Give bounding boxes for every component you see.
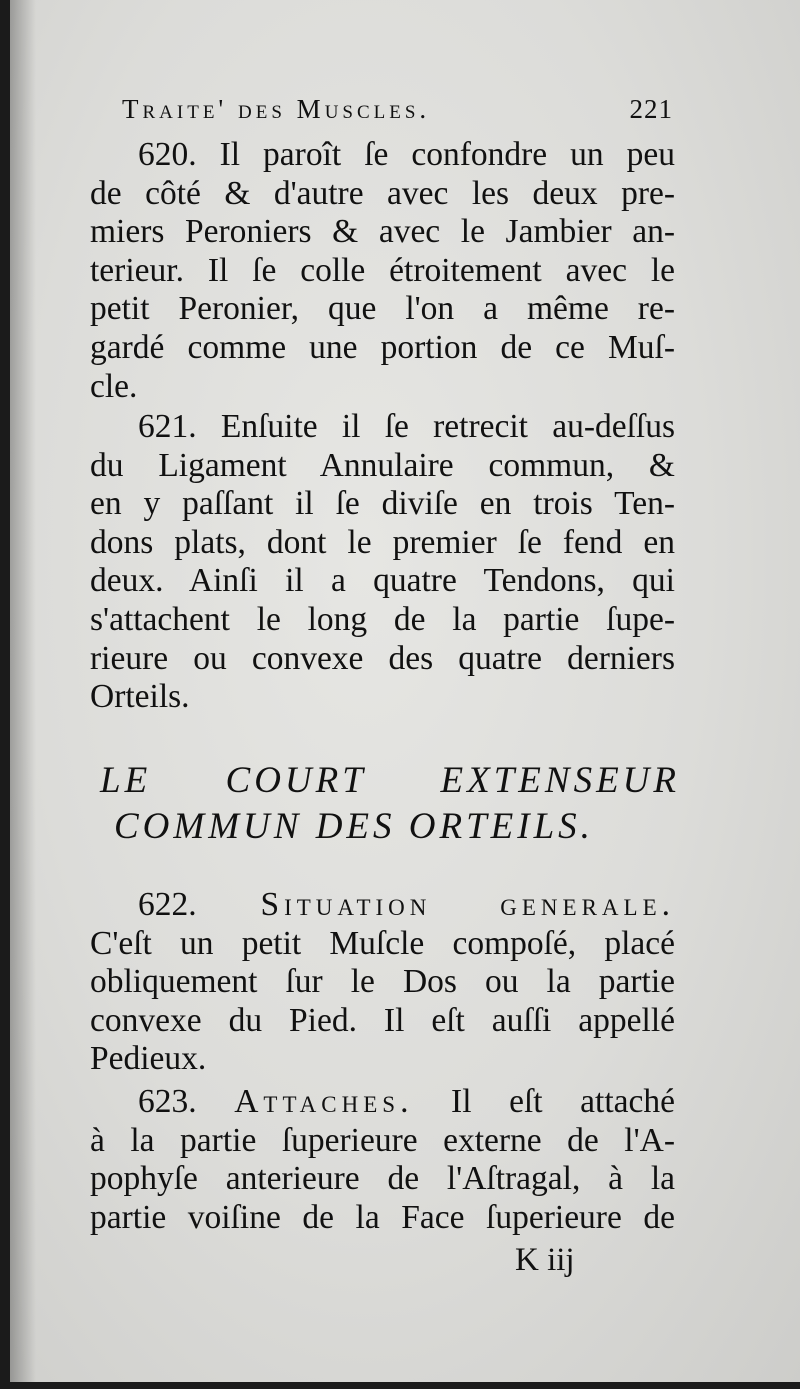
paragraph-label: Attaches. xyxy=(234,1083,414,1120)
paragraph-623 xyxy=(90,1083,675,1237)
paragraph-number: 622. xyxy=(138,886,197,923)
paragraph-622 xyxy=(90,886,675,1079)
text-line: miers Peroniers & avec le Jambier an- xyxy=(90,213,675,251)
book-page xyxy=(10,0,800,1382)
text-line: terieur. Il ſe colle étroitement avec le xyxy=(90,251,675,289)
text-line: petit Peronier, que l'on a même re- xyxy=(90,290,675,328)
text-line: de côté & d'autre avec les deux pre- xyxy=(90,174,675,212)
paragraph-label: Situation generale. xyxy=(260,886,675,923)
text-line: du Ligament Annulaire commun, & xyxy=(90,446,675,484)
paragraph-620 xyxy=(90,136,675,406)
page-number: 221 xyxy=(629,94,673,124)
text-line: 621. Enſuite il ſe retrecit au-deſſus xyxy=(138,408,675,445)
text-line: s'attachent le long de la partie ſupe- xyxy=(90,600,675,638)
section-heading-line-2: COMMUN DES ORTEILS. xyxy=(114,806,594,847)
text-line: cle. xyxy=(90,367,138,405)
text-line xyxy=(90,1083,675,1122)
text-line: rieure ou convexe des quatre derniers xyxy=(90,639,675,677)
text-line: gardé comme une portion de ce Muſ- xyxy=(90,328,675,366)
text-line: 620. Il paroît ſe confondre un peu xyxy=(138,136,675,173)
text-line: obliquement ſur le Dos ou la partie xyxy=(90,963,675,1001)
text-line: Pedieux. xyxy=(90,1040,207,1078)
text-line: à la partie ſuperieure externe de l'A- xyxy=(90,1121,675,1159)
signature-mark: K iij xyxy=(515,1242,575,1278)
running-title: Traite' des Muscles. xyxy=(122,94,431,124)
text-line: pophyſe anterieure de l'Aſtragal, à la xyxy=(90,1160,675,1198)
text-line: en y paſſant il ſe diviſe en trois Ten- xyxy=(90,485,675,523)
paragraph-text: Il eſt attaché xyxy=(451,1083,675,1120)
text-line xyxy=(90,886,675,925)
paragraph-number: 623. xyxy=(138,1083,197,1120)
text-line: partie voiſine de la Face ſuperieure de xyxy=(90,1198,675,1236)
running-header xyxy=(90,94,675,134)
paragraph-621 xyxy=(90,408,675,717)
text-line: dons plats, dont le premier ſe fend en xyxy=(90,523,675,561)
text-line: convexe du Pied. Il eſt auſſi appellé xyxy=(90,1001,675,1039)
text-line: deux. Ainſi il a quatre Tendons, qui xyxy=(90,562,675,600)
text-line: C'eſt un petit Muſcle compoſé, placé xyxy=(90,924,675,962)
section-heading-line-1: LE COURT EXTENSEUR xyxy=(100,760,680,801)
text-line: Orteils. xyxy=(90,678,190,716)
